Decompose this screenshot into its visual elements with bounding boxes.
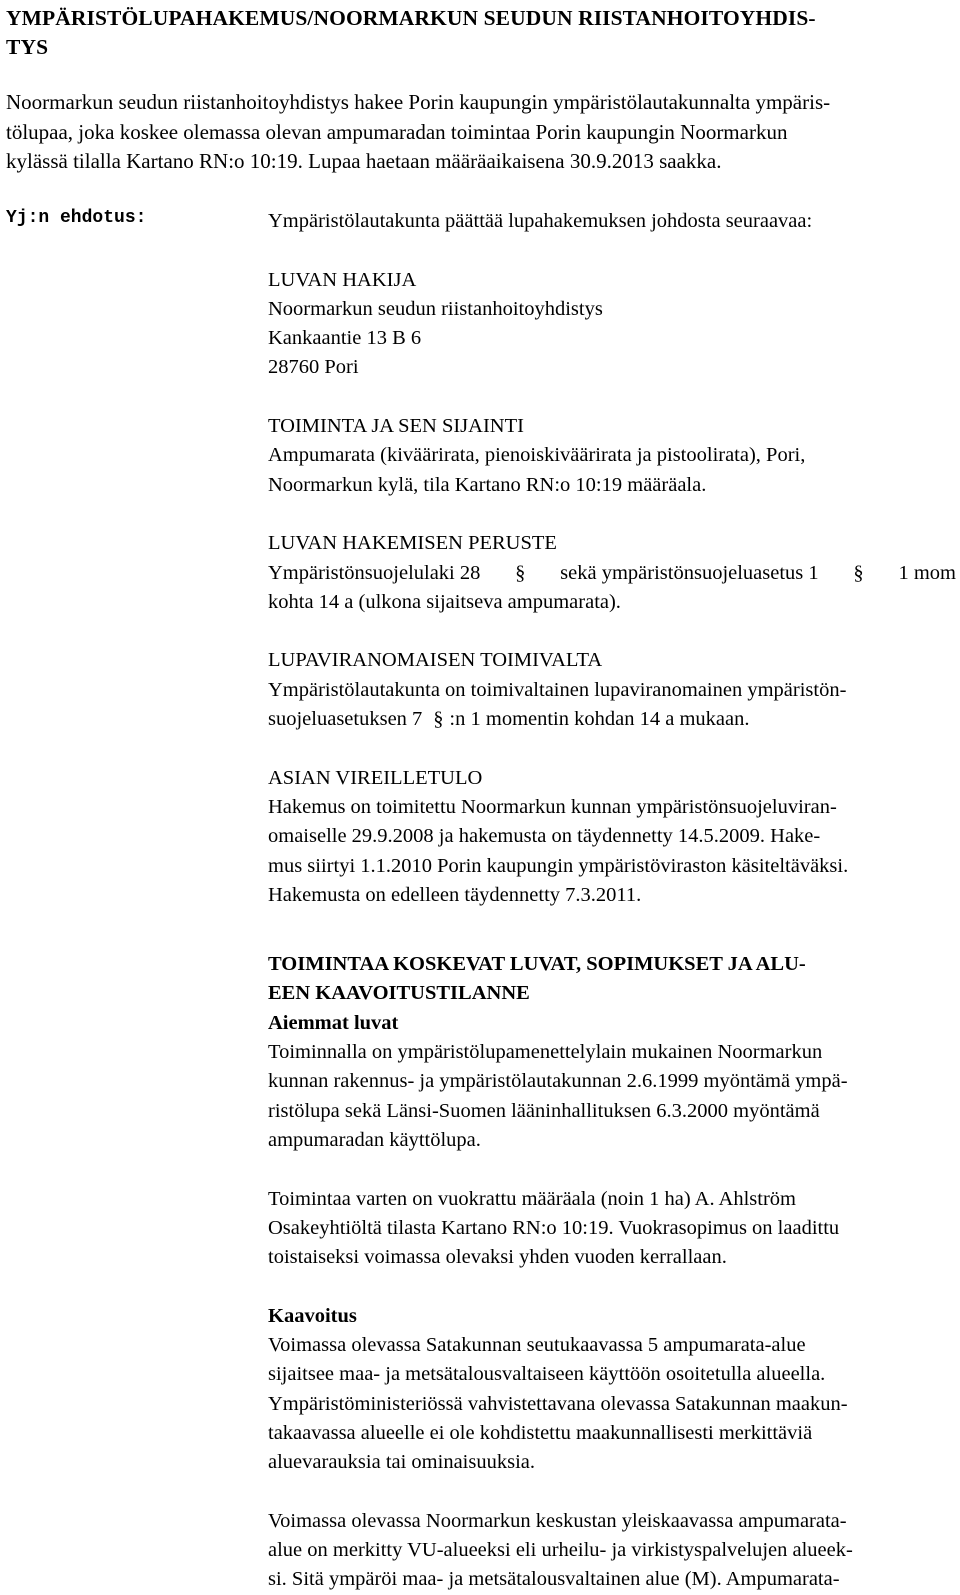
section-sign: § [433,708,444,731]
proposal-body [268,207,956,1595]
section-sign: § [515,561,526,584]
title-line-1: YMPÄRISTÖLUPAHAKEMUS/NOORMARKUN SEUDUN RIISTANHOITOYHDIS- [6,6,816,30]
lease-paragraph [268,1185,956,1273]
section-sign: § [853,561,864,584]
basis-moment: 1 mom [898,561,956,584]
intro-line: Noormarkun seudun riistanhoitoyhdistys hakee Porin kaupungin ympäristölautakunnalta ympäris- [6,90,831,114]
zoning-line: Ympäristöministeriössä vahvistettavana olevassa Satakunnan maakun- [268,1392,848,1415]
permits-line: kunnan rakennus- ja ympäristölautakunnan 2.6.1999 myöntämä ympä- [268,1070,848,1093]
subheading-zoning: Kaavoitus [268,1304,357,1327]
master-plan-line: alue on merkitty VU-alueeksi eli urheilu- ja virkistyspalvelujen alueek- [268,1539,853,1562]
section-pending [268,764,956,910]
section-heading: TOIMINTAA KOSKEVAT LUVAT, SOPIMUKSET JA ALU- [268,953,806,976]
basis-decree: sekä ympäristönsuojeluasetus 1 [560,561,819,584]
permits-line: Toiminnalla on ympäristölupamenettelylain mukainen Noormarkun [268,1041,823,1064]
section-basis [268,529,956,617]
applicant-city: 28760 Pori [268,356,359,379]
section-heading: ASIAN VIREILLETULO [268,766,483,789]
authority-text: :n 1 momentin kohdan 14 a mukaan. [449,708,750,731]
section-zoning [268,1302,956,1478]
section-heading: TOIMINTA JA SEN SIJAINTI [268,415,524,438]
section-permits [268,950,956,1155]
permits-line: ampumaradan käyttölupa. [268,1128,481,1151]
applicant-street: Kankaantie 13 B 6 [268,327,422,350]
master-plan-line: Voimassa olevassa Noormarkun keskustan yleiskaavassa ampumarata- [268,1509,847,1532]
pending-line: Hakemus on toimitettu Noormarkun kunnan ympäristönsuojeluviran- [268,795,837,818]
section-authority [268,646,956,734]
zoning-line: sijaitsee maa- ja metsätalousvaltaiseen käyttöön osoitetulla alueella. [268,1363,826,1386]
section-activity [268,412,956,500]
master-plan-paragraph [268,1507,956,1595]
zoning-line: aluevarauksia tai ominaisuuksia. [268,1451,535,1474]
permits-line: ristölupa sekä Länsi-Suomen lääninhallituksen 6.3.2000 myöntämä [268,1099,820,1122]
pending-line: Hakemusta on edelleen täydennetty 7.3.2011. [268,883,642,906]
authority-line: Ympäristölautakunta on toimivaltainen lupaviranomainen ympäristön- [268,678,847,701]
master-plan-line: si. Sitä ympäröi maa- ja metsätalousvaltainen alue (M). Ampumarata- [268,1568,840,1591]
proposal-label: Yj:n ehdotus: [6,208,147,228]
document-title [6,4,946,62]
subheading-previous-permits: Aiemmat luvat [268,1011,399,1034]
basis-line: kohta 14 a (ulkona sijaitseva ampumarata). [268,590,621,613]
pending-line: mus siirtyi 1.1.2010 Porin kaupungin ympäristöviraston käsiteltäväksi. [268,854,849,877]
intro-paragraph [6,88,956,177]
lease-line: Osakeyhtiöltä tilasta Kartano RN:o 10:19. Vuokrasopimus on laadittu [268,1216,840,1239]
title-line-2: TYS [6,35,49,59]
section-heading: EEN KAAVOITUSTILANNE [268,982,530,1005]
authority-text: suojeluasetuksen 7 [268,708,423,731]
lease-line: Toimintaa varten on vuokrattu määräala (noin 1 ha) A. Ahlström [268,1187,797,1210]
authority-line [268,705,956,734]
section-applicant [268,266,956,383]
lease-line: toistaiseksi voimassa olevaksi yhden vuoden kerrallaan. [268,1246,727,1269]
zoning-line: Voimassa olevassa Satakunnan seutukaavassa 5 ampumarata-alue [268,1333,806,1356]
intro-line: tölupaa, joka koskee olemassa olevan ampumaradan toimintaa Porin kaupungin Noormarkun [6,119,788,144]
section-heading: LUPAVIRANOMAISEN TOIMIVALTA [268,649,603,672]
section-heading: LUVAN HAKIJA [268,268,417,291]
basis-line [268,559,956,588]
proposal-lead: Ympäristölautakunta päättää lupahakemuksen johdosta seuraavaa: [268,210,813,232]
basis-law: Ympäristönsuojelulaki 28 [268,561,481,584]
intro-line: kylässä tilalla Kartano RN:o 10:19. Lupaa haetaan määräaikaisena 30.9.2013 saakka. [6,149,722,173]
section-heading: LUVAN HAKEMISEN PERUSTE [268,532,557,555]
zoning-line: takaavassa alueelle ei ole kohdistettu maakunnallisesti merkittäviä [268,1421,813,1444]
activity-line: Noormarkun kylä, tila Kartano RN:o 10:19 määräala. [268,473,707,496]
pending-line: omaiselle 29.9.2008 ja hakemusta on täydennetty 14.5.2009. Hake- [268,825,821,848]
applicant-name: Noormarkun seudun riistanhoitoyhdistys [268,297,603,320]
activity-line: Ampumarata (kiväärirata, pienoiskiväärirata ja pistoolirata), Pori, [268,444,806,467]
